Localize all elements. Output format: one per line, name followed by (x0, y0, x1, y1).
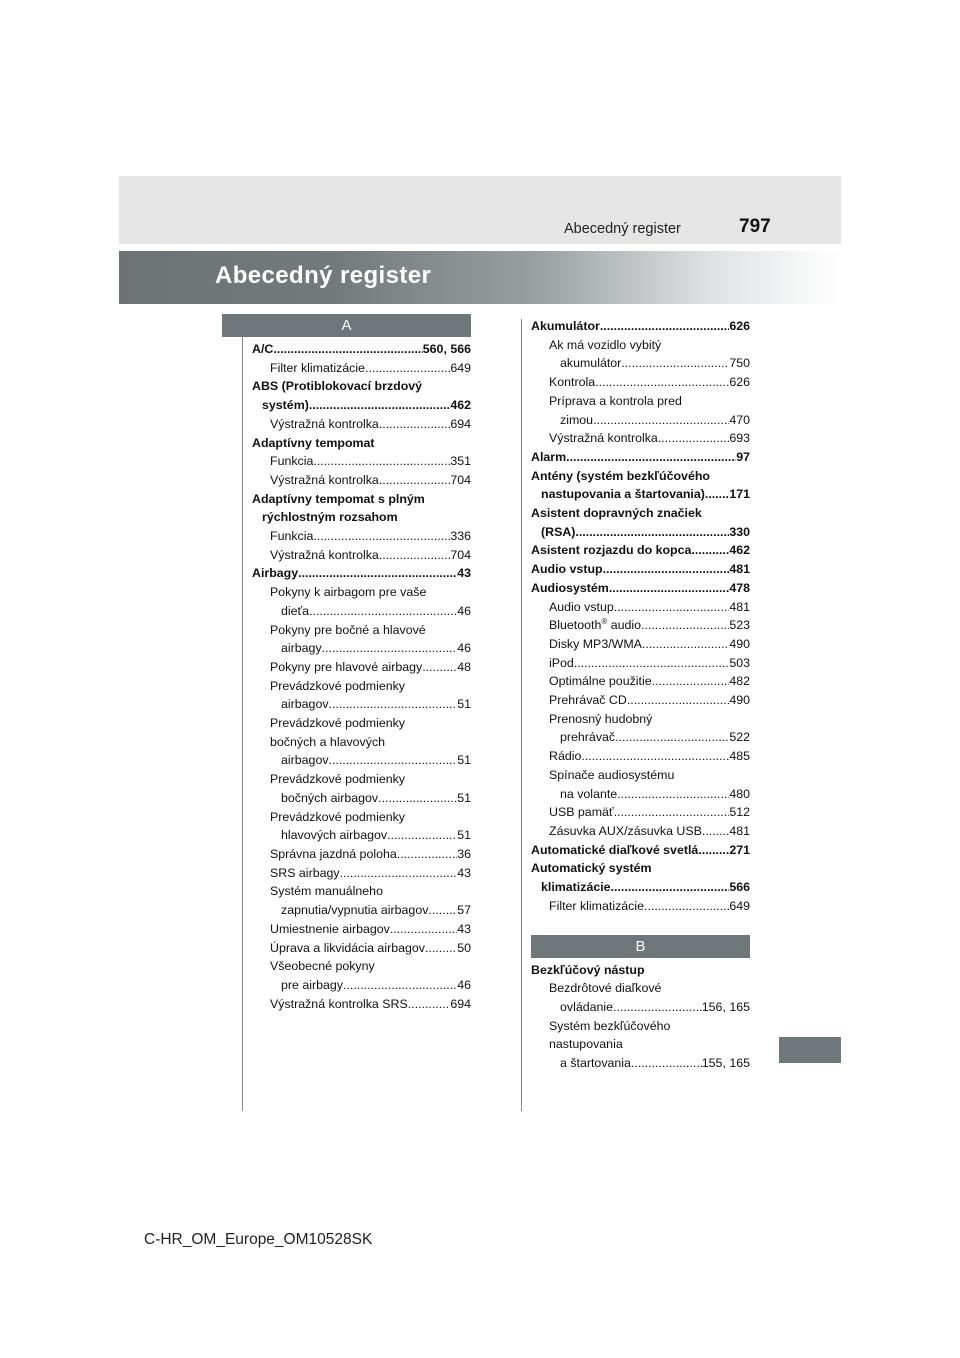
dot-leader (621, 354, 729, 373)
index-entry (252, 677, 471, 696)
index-entry (531, 728, 750, 747)
dot-leader (329, 695, 458, 714)
dot-leader (614, 803, 730, 822)
dot-leader (566, 448, 736, 467)
entry-page-ref: 485 (729, 749, 750, 764)
index-entry (252, 452, 471, 471)
index-entry (252, 583, 471, 602)
chapter-tab (779, 1037, 841, 1063)
dot-leader (603, 560, 730, 579)
entry-page-ref: 481 (729, 562, 750, 577)
entry-term: Výstražná kontrolka (270, 547, 379, 562)
dot-leader (600, 317, 729, 336)
dot-leader (273, 340, 422, 359)
index-entry (531, 598, 750, 617)
dot-leader (390, 920, 457, 939)
index-entry (252, 527, 471, 546)
entry-term: Všeobecné pokyny (270, 959, 375, 974)
entry-term: zapnutia/vypnutia airbagov (281, 903, 429, 918)
entry-page-ref: 46 (457, 641, 471, 656)
entry-term: a štartovania (560, 1056, 631, 1071)
index-entry (531, 429, 750, 448)
entry-page-ref: 271 (729, 842, 750, 857)
index-entry (252, 845, 471, 864)
entry-page-ref: 481 (729, 823, 750, 838)
entry-term: SRS airbagy (270, 865, 340, 880)
entry-term: Alarm (531, 449, 567, 464)
entry-term: Príprava a kontrola pred (549, 393, 682, 408)
index-entry (531, 560, 750, 579)
entry-page-ref: 50 (457, 940, 471, 955)
index-entry (252, 490, 471, 509)
dot-leader (705, 485, 729, 504)
dot-leader (698, 841, 729, 860)
entry-term: Automatický systém (531, 861, 652, 876)
index-entry (252, 602, 471, 621)
entry-term: dieťa (281, 603, 310, 618)
title-bar (119, 251, 841, 304)
entry-page-ref: 171 (729, 487, 750, 502)
index-entry (531, 710, 750, 729)
entry-page-ref: 46 (457, 603, 471, 618)
entry-page-ref: 480 (729, 786, 750, 801)
entry-page-ref: 693 (729, 431, 750, 446)
entry-term: (RSA) (541, 524, 576, 539)
entry-term: Automatické diaľkové svetlá (531, 842, 699, 857)
entry-page-ref: 46 (457, 977, 471, 992)
entry-term: Bezdrôtové diaľkové (549, 981, 662, 996)
section-title: Abecedný register (564, 221, 681, 237)
entry-page-ref: 462 (729, 543, 750, 558)
index-entry (531, 803, 750, 822)
entry-page-ref: 490 (729, 693, 750, 708)
letter-header-a: A (222, 314, 471, 337)
entry-page-ref: 694 (450, 416, 471, 431)
dot-leader (379, 546, 451, 565)
index-list-right-b (531, 961, 750, 1073)
entry-term: Bezkľúčový nástup (531, 962, 645, 977)
entry-term: nastupovania a štartovania) (541, 487, 705, 502)
index-entry (531, 998, 750, 1017)
entry-term: iPod (549, 655, 574, 670)
entry-page-ref: 626 (729, 319, 750, 333)
entry-page-ref: 462 (450, 398, 471, 413)
entry-page-ref: 43 (457, 566, 471, 581)
entry-term: systém) (262, 398, 309, 413)
entry-term: Audiosystém (531, 580, 609, 595)
index-entry (531, 635, 750, 654)
entry-page-ref: 351 (450, 454, 471, 469)
entry-term: Prehrávač CD (549, 693, 627, 708)
entry-term: Adaptívny tempomat (252, 435, 375, 450)
index-entry (252, 434, 471, 453)
entry-term: Prevádzkové podmienky (270, 809, 405, 824)
dot-leader (378, 789, 457, 808)
entry-term: Prevádzkové podmienky (270, 678, 405, 693)
page-title: Abecedný register (215, 262, 432, 289)
left-column (252, 314, 471, 1013)
entry-term: Funkcia (270, 529, 314, 544)
index-entry (252, 415, 471, 434)
entry-page-ref: 48 (457, 659, 471, 674)
dot-leader (609, 579, 730, 598)
page-number: 797 (739, 216, 771, 237)
entry-term: Pokyny k airbagom pre vaše (270, 585, 427, 600)
entry-term: Správna jazdná poloha (270, 846, 397, 861)
entry-term: Systém bezkľúčového (549, 1018, 671, 1033)
index-entry (531, 979, 750, 998)
entry-term: Umiestnenie airbagov (270, 921, 390, 936)
entry-term: Adaptívny tempomat s plným (252, 491, 425, 506)
dot-leader (343, 976, 457, 995)
dot-leader (408, 995, 451, 1014)
dot-leader (379, 471, 451, 490)
entry-term: ABS (Protiblokovací brzdový (252, 379, 423, 394)
dot-leader (387, 826, 457, 845)
dot-leader (617, 785, 729, 804)
entry-term: Úprava a likvidácia airbagov (270, 940, 425, 955)
index-entry (252, 733, 471, 752)
letter-header-b: B (531, 935, 750, 958)
dot-leader (595, 373, 729, 392)
entry-term: USB pamäť (549, 805, 614, 820)
dot-leader (422, 658, 457, 677)
index-entry (531, 504, 750, 523)
dot-leader (614, 598, 730, 617)
dot-leader (309, 602, 457, 621)
entry-term: ovládanie (560, 999, 614, 1014)
entry-term: Asistent dopravných značiek (531, 506, 702, 521)
entry-page-ref: 51 (457, 697, 471, 712)
entry-term: Airbagy (252, 566, 299, 581)
dot-leader (627, 691, 730, 710)
index-entry (531, 392, 750, 411)
index-entry (252, 826, 471, 845)
right-column (531, 317, 750, 1073)
index-list-left (252, 340, 471, 1013)
index-entry (252, 882, 471, 901)
index-entry (531, 691, 750, 710)
entry-term: zimou (560, 412, 594, 427)
index-entry (252, 508, 471, 527)
entry-page-ref: 51 (457, 790, 471, 805)
entry-page-ref: 704 (450, 547, 471, 562)
entry-term: Rádio (549, 749, 582, 764)
entry-page-ref: 626 (729, 375, 750, 390)
index-entry (252, 808, 471, 827)
index-entry (531, 859, 750, 878)
index-entry (252, 695, 471, 714)
entry-page-ref: 478 (729, 580, 750, 595)
entry-term: Audio vstup (549, 599, 614, 614)
index-entry (531, 785, 750, 804)
entry-term: Systém manuálneho (270, 884, 383, 899)
index-entry (531, 878, 750, 897)
entry-term: Prenosný hudobný (549, 711, 653, 726)
entry-term: Asistent rozjazdu do kopca (531, 543, 692, 558)
entry-term: bočných a hlavových (270, 734, 386, 749)
index-entry (531, 1035, 750, 1054)
entry-term: Výstražná kontrolka (270, 472, 379, 487)
entry-term: A/C (252, 342, 274, 356)
index-entry (531, 1017, 750, 1036)
entry-page-ref: 649 (729, 898, 750, 913)
entry-term: akumulátor (560, 356, 622, 371)
entry-page-ref: 36 (457, 846, 471, 861)
entry-term: Filter klimatizácie (549, 898, 645, 913)
entry-term: pre airbagy (281, 977, 343, 992)
entry-term: hlavových airbagov (281, 828, 388, 843)
index-entry (252, 621, 471, 640)
entry-term: klimatizácie (541, 880, 611, 895)
entry-term: airbagov (281, 697, 329, 712)
index-entry (531, 897, 750, 916)
dot-leader (425, 939, 457, 958)
index-entry (531, 541, 750, 560)
entry-term: airbagy (281, 641, 322, 656)
entry-term: Optimálne použitie (549, 674, 652, 689)
index-entry (531, 1054, 750, 1073)
entry-page-ref: 560, 566 (422, 342, 471, 356)
entry-page-ref: 155, 165 (701, 1056, 750, 1071)
index-entry (531, 373, 750, 392)
index-entry (531, 523, 750, 542)
entry-term: rýchlostným rozsahom (262, 510, 398, 525)
entry-term: prehrávač (560, 730, 616, 745)
index-list-right-a (531, 317, 750, 916)
dot-leader (574, 654, 730, 673)
index-entry (252, 396, 471, 415)
dot-leader (611, 878, 730, 897)
dot-leader (575, 523, 729, 542)
entry-page-ref: 512 (729, 805, 750, 820)
index-entry (252, 658, 471, 677)
entry-term: Bluetooth® audio (549, 617, 642, 633)
dot-leader (642, 635, 729, 654)
dot-leader (593, 411, 729, 430)
entry-page-ref: 523 (729, 618, 750, 633)
index-entry (252, 789, 471, 808)
entry-term: Zásuvka AUX/zásuvka USB (549, 823, 702, 838)
entry-page-ref: 750 (729, 356, 750, 371)
entry-page-ref: 336 (450, 529, 471, 544)
index-entry (252, 901, 471, 920)
dot-leader (613, 998, 702, 1017)
dot-leader (313, 527, 450, 546)
entry-term: Pokyny pre hlavové airbagy (270, 659, 423, 674)
entry-page-ref: 490 (729, 636, 750, 651)
entry-page-ref: 470 (729, 412, 750, 427)
index-entry (252, 564, 471, 583)
entry-term: Akumulátor (531, 319, 600, 333)
entry-page-ref: 57 (457, 903, 471, 918)
entry-term: Výstražná kontrolka SRS (270, 996, 408, 1011)
dot-leader (644, 897, 729, 916)
dot-leader (652, 672, 730, 691)
dot-leader (631, 1054, 702, 1073)
dot-leader (428, 901, 457, 920)
index-entry (531, 961, 750, 980)
entry-page-ref: 43 (457, 865, 471, 880)
entry-page-ref: 566 (729, 880, 750, 895)
entry-page-ref: 51 (457, 753, 471, 768)
header-band (119, 176, 841, 244)
entry-term: Filter klimatizácie (270, 360, 366, 375)
entry-term: Spínače audiosystému (549, 767, 675, 782)
index-entry (531, 448, 750, 467)
index-entry (252, 751, 471, 770)
dot-leader (309, 396, 450, 415)
entry-page-ref: 482 (729, 674, 750, 689)
index-entry (531, 579, 750, 598)
entry-page-ref: 503 (729, 655, 750, 670)
index-entry (252, 864, 471, 883)
dot-leader (691, 541, 729, 560)
entry-term: bočných airbagov (281, 790, 379, 805)
index-entry (252, 957, 471, 976)
index-entry (531, 822, 750, 841)
index-entry (531, 485, 750, 504)
entry-term: Funkcia (270, 454, 314, 469)
index-entry (531, 467, 750, 486)
dot-leader (313, 452, 450, 471)
index-entry (531, 841, 750, 860)
dot-leader (615, 728, 729, 747)
index-entry (252, 939, 471, 958)
dot-leader (365, 359, 450, 378)
entry-page-ref: 694 (450, 996, 471, 1011)
entry-page-ref: 481 (729, 599, 750, 614)
dot-leader (340, 864, 458, 883)
dot-leader (702, 822, 729, 841)
index-entry (531, 672, 750, 691)
entry-page-ref: 97 (736, 449, 750, 464)
column-divider-middle (521, 319, 522, 1111)
index-entry (252, 359, 471, 378)
dot-leader (379, 415, 451, 434)
entry-term: Pokyny pre bočné a hlavové (270, 622, 426, 637)
entry-term: Výstražná kontrolka (270, 416, 379, 431)
index-entry (531, 354, 750, 373)
dot-leader (322, 639, 458, 658)
entry-page-ref: 522 (729, 730, 750, 745)
entry-page-ref: 649 (450, 360, 471, 375)
entry-term: Prevádzkové podmienky (270, 772, 405, 787)
entry-page-ref: 51 (457, 828, 471, 843)
dot-leader (658, 429, 730, 448)
dot-leader (641, 616, 729, 635)
entry-term: Výstražná kontrolka (549, 431, 658, 446)
entry-term: Audio vstup (531, 562, 603, 577)
index-entry (252, 714, 471, 733)
index-entry (252, 340, 471, 359)
entry-page-ref: 330 (729, 524, 750, 539)
index-entry (252, 471, 471, 490)
entry-term: nastupovania (549, 1037, 623, 1052)
entry-term: na volante (560, 786, 618, 801)
entry-term: airbagov (281, 753, 329, 768)
dot-leader (298, 564, 457, 583)
entry-page-ref: 704 (450, 472, 471, 487)
index-entry (252, 770, 471, 789)
entry-term: Prevádzkové podmienky (270, 716, 405, 731)
footer-document-code: C-HR_OM_Europe_OM10528SK (144, 1231, 373, 1248)
index-entry (531, 766, 750, 785)
index-entry (531, 654, 750, 673)
column-divider-left (242, 335, 243, 1111)
index-entry (531, 317, 750, 336)
index-entry (252, 995, 471, 1014)
index-entry (531, 747, 750, 766)
dot-leader (581, 747, 729, 766)
dot-leader (329, 751, 458, 770)
registered-mark: ® (601, 617, 608, 627)
index-entry (252, 976, 471, 995)
index-entry (531, 336, 750, 355)
entry-term: Kontrola (549, 375, 596, 390)
entry-term: Ak má vozidlo vybitý (549, 337, 662, 352)
index-entry (252, 639, 471, 658)
dot-leader (397, 845, 457, 864)
index-entry (531, 616, 750, 635)
entry-page-ref: 156, 165 (701, 999, 750, 1014)
entry-page-ref: 43 (457, 921, 471, 936)
entry-term: Disky MP3/WMA (549, 636, 642, 651)
index-entry (252, 546, 471, 565)
index-entry (252, 377, 471, 396)
index-entry (252, 920, 471, 939)
index-entry (531, 411, 750, 430)
entry-term: Antény (systém bezkľúčového (531, 468, 710, 483)
